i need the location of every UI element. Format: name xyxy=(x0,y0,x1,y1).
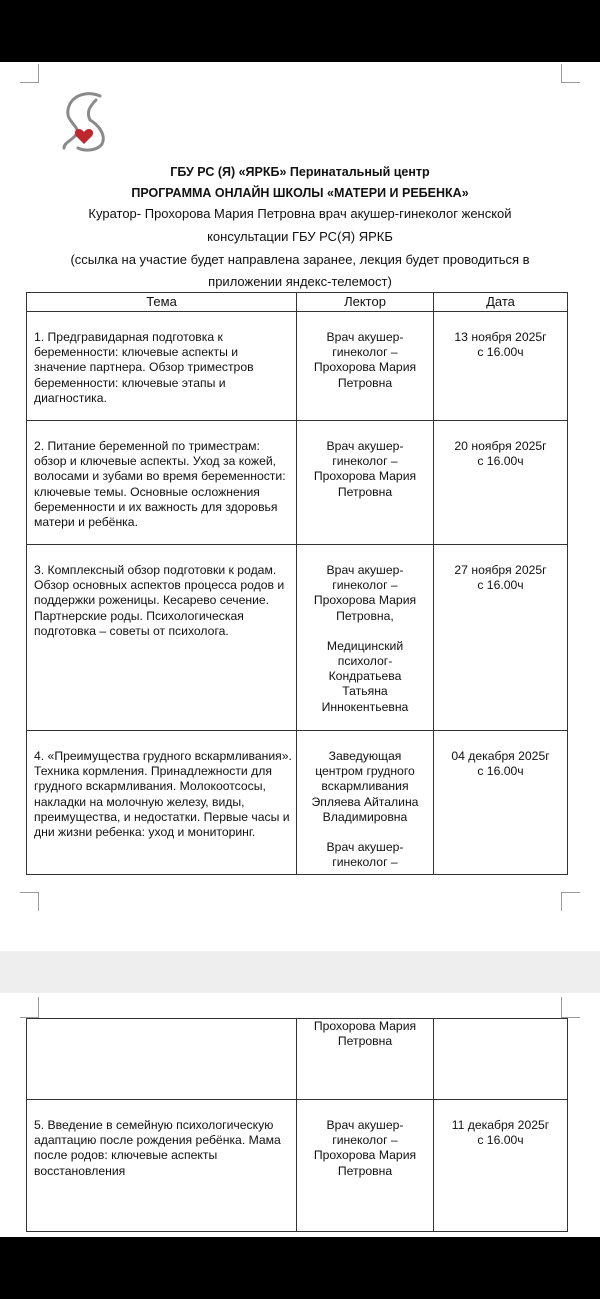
lecturer-line: Петровна xyxy=(337,375,393,390)
table-row xyxy=(27,1100,568,1232)
lecturer-line: гинеколог – xyxy=(332,1133,398,1148)
lecturer-line: Врач акушер- xyxy=(326,330,404,344)
topic-cell: 2. Питание беременной по триместрам: обзор и ключевые аспекты. Уход за кожей, волосами и зубами во время беременности: ключевые темы. Основные осложнения беременности и их важность для здоровья матери и ребёнка. xyxy=(27,421,297,545)
lecturer-line: Медицинский xyxy=(326,638,404,653)
table-row xyxy=(27,312,568,421)
lecturer-line: Врач акушер- xyxy=(326,1118,404,1132)
date-cell xyxy=(434,731,568,875)
lecturer-line: Петровна xyxy=(337,1034,393,1049)
date-time: с 16.00ч xyxy=(477,345,524,360)
table-header-row xyxy=(27,293,568,312)
date-day: 04 декабря 2025г xyxy=(451,749,550,763)
schedule-table-continued xyxy=(26,1018,568,1232)
topic-cell: 1. Предгравидарная подготовка к беременности: ключевые аспекты и значение партнера. Обзор триместров беременности: ключевые этапы и диагностика. xyxy=(27,312,297,421)
lecturer-line: психолог- xyxy=(337,654,393,669)
lecturer-cell xyxy=(297,545,434,731)
lecturer-line: Петровна, xyxy=(336,608,394,623)
date-day: 27 ноября 2025г xyxy=(454,563,547,577)
lecturer-line: центром грудного xyxy=(315,764,415,779)
date-time: с 16.00ч xyxy=(477,578,524,593)
date-cell xyxy=(434,421,568,545)
lecturer-cell xyxy=(297,1019,434,1100)
column-header-topic: Тема xyxy=(27,293,297,312)
lecturer-line: Прохорова Мария xyxy=(313,593,417,608)
column-header-date: Дата xyxy=(434,293,568,312)
lecturer-line: Иннокентьевна xyxy=(321,699,409,714)
date-time: с 16.00ч xyxy=(477,454,524,469)
header-curator: Куратор- Прохорова Мария Петровна врач акушер-гинеколог женской xyxy=(88,206,512,221)
lecturer-line: Врач акушер- xyxy=(326,840,404,855)
date-time: с 16.00ч xyxy=(477,764,524,779)
lecturer-line: Прохорова Мария xyxy=(313,1148,417,1163)
crop-mark-bottom-right xyxy=(561,892,580,911)
lecturer-line: гинеколог – xyxy=(332,855,398,870)
crop-mark-top-left xyxy=(20,997,39,1018)
header-note: (ссылка на участие будет направлена заранее, лекция будет проводиться в xyxy=(70,252,530,267)
header-org: ГБУ РС (Я) «ЯРКБ» Перинатальный центр xyxy=(170,165,430,179)
lecturer-line: вскармливания xyxy=(321,779,409,794)
lecturer-line: Эпляева Айталина xyxy=(311,794,419,809)
date-day: 20 ноября 2025г xyxy=(454,439,547,453)
table-row xyxy=(27,421,568,545)
date-cell xyxy=(434,312,568,421)
lecturer-line: Врач акушер- xyxy=(326,439,404,453)
topic-cell: 4. «Преимущества грудного вскармливания». Техника кормления. Принадлежности для грудного вскармливания. Молокоотсосы, накладки на молочную железу, виды, преимущества, и недостатки. Первые часы и дни жизни ребенка: уход и мониторинг. xyxy=(27,731,297,875)
lecturer-line: гинеколог – xyxy=(332,578,398,593)
lecturer-cell xyxy=(297,1100,434,1232)
topic-cell: 3. Комплексный обзор подготовки к родам. Обзор основных аспектов процесса родов и поддержки роженицы. Кесарево сечение. Партнерские роды. Психологическая подготовка – советы от психолога. xyxy=(27,545,297,731)
date-day: 13 ноября 2025г xyxy=(454,330,547,344)
header-program-title: ПРОГРАММА ОНЛАЙН ШКОЛЫ «МАТЕРИ И РЕБЕНКА» xyxy=(131,186,469,200)
table-row xyxy=(27,731,568,875)
header-curator-cont: консультации ГБУ РС(Я) ЯРКБ xyxy=(207,229,393,244)
table-row xyxy=(27,545,568,731)
lecturer-line: Петровна xyxy=(337,1163,393,1178)
schedule-table xyxy=(26,292,568,875)
lecturer-cell xyxy=(297,731,434,875)
topic-cell xyxy=(27,1019,297,1100)
lecturer-line: гинеколог – xyxy=(332,345,398,360)
lecturer-line: Прохорова Мария xyxy=(313,360,417,375)
header-note-cont: приложении яндекс-телемост) xyxy=(208,274,392,289)
column-header-lecturer: Лектор xyxy=(297,293,434,312)
crop-mark-bottom-left xyxy=(20,892,39,911)
crop-mark-top-right xyxy=(561,997,580,1018)
document-page-1 xyxy=(0,62,600,951)
lecturer-line: Кондратьева xyxy=(328,669,402,684)
lecturer-line: Заведующая xyxy=(328,749,402,763)
lecturer-line: Врач акушер- xyxy=(326,563,404,577)
document-page-2 xyxy=(0,993,600,1237)
lecturer-line: Петровна xyxy=(337,484,393,499)
table-row xyxy=(27,1019,568,1100)
crop-mark-top-right xyxy=(561,64,580,83)
date-cell xyxy=(434,1100,568,1232)
date-cell xyxy=(434,545,568,731)
lecturer-cell xyxy=(297,312,434,421)
lecturer-line: Владимировна xyxy=(322,809,408,824)
lecturer-line: Прохорова Мария xyxy=(313,469,417,484)
lecturer-line: Татьяна xyxy=(342,684,388,699)
topic-cell: 5. Введение в семейную психологическую адаптацию после рождения ребёнка. Мама после родов: ключевые аспекты восстановления xyxy=(27,1100,297,1232)
date-day: 11 декабря 2025г xyxy=(451,1118,550,1132)
date-time: с 16.00ч xyxy=(477,1133,524,1148)
lecturer-cell xyxy=(297,421,434,545)
pregnant-woman-heart-logo-icon xyxy=(56,90,116,154)
lecturer-line: Прохорова Мария xyxy=(313,1019,417,1033)
page-gap xyxy=(0,951,600,993)
crop-mark-top-left xyxy=(20,64,39,83)
lecturer-line: гинеколог – xyxy=(332,454,398,469)
date-cell xyxy=(434,1019,568,1100)
